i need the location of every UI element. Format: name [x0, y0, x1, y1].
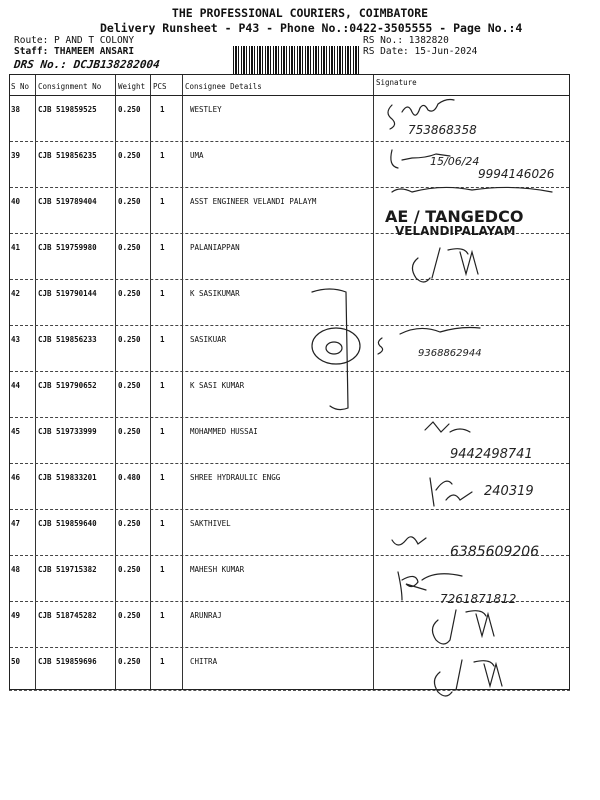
cell-consignee: MOHAMMED HUSSAI	[190, 427, 258, 436]
cell-weight: 0.250	[118, 335, 141, 344]
cell-sno: 49	[11, 611, 21, 620]
cell-consignment: CJB 519859640	[38, 519, 97, 528]
cell-consignment: CJB 519859696	[38, 657, 97, 666]
table-row	[10, 647, 569, 693]
rs-date: RS Date: 15-Jun-2024	[363, 46, 478, 57]
table-row	[10, 141, 569, 187]
cell-weight: 0.250	[118, 611, 141, 620]
note-48: 7261871812	[440, 592, 517, 606]
cell-weight: 0.250	[118, 197, 141, 206]
cell-consignee: ARUNRAJ	[190, 611, 222, 620]
cell-consignee: SASIKUAR	[190, 335, 227, 344]
cell-weight: 0.250	[118, 519, 141, 528]
cell-pcs: 1	[160, 197, 165, 206]
note-45: 9442498741	[450, 447, 533, 462]
note-38: 753868358	[408, 123, 477, 137]
rs-number: RS No.: 1382820	[363, 35, 449, 46]
note-46: 240319	[484, 484, 534, 499]
barcode	[233, 46, 359, 74]
cell-weight: 0.250	[118, 289, 141, 298]
cell-pcs: 1	[160, 243, 165, 252]
cell-consignee: ASST ENGINEER VELANDI PALAYM	[190, 197, 317, 206]
cell-consignment: CJB 519759980	[38, 243, 97, 252]
cell-sno: 38	[11, 105, 21, 114]
cell-pcs: 1	[160, 381, 165, 390]
cell-sno: 39	[11, 151, 21, 160]
cell-pcs: 1	[160, 519, 165, 528]
cell-consignee: K SASIKUMAR	[190, 289, 240, 298]
cell-sno: 47	[11, 519, 21, 528]
cell-consignment: CJB 519856235	[38, 151, 97, 160]
table-row	[10, 325, 569, 371]
cell-sno: 43	[11, 335, 21, 344]
table-row	[10, 233, 569, 279]
cell-sno: 45	[11, 427, 21, 436]
drs-number: DRS No.: DCJB138282004	[13, 58, 161, 71]
cell-consignee: SHREE HYDRAULIC ENGG	[190, 473, 281, 482]
cell-weight: 0.250	[118, 427, 141, 436]
header-sno: S No	[11, 82, 30, 91]
runsheet-table	[9, 74, 570, 690]
cell-consignee: UMA	[190, 151, 204, 160]
cell-consignee: SAKTHIVEL	[190, 519, 231, 528]
cell-pcs: 1	[160, 473, 165, 482]
cell-pcs: 1	[160, 151, 165, 160]
cell-pcs: 1	[160, 427, 165, 436]
cell-pcs: 1	[160, 335, 165, 344]
route-label: Route: P AND T COLONY	[14, 35, 135, 46]
cell-consignment: CJB 519859525	[38, 105, 97, 114]
cell-consignment: CJB 519856233	[38, 335, 97, 344]
cell-pcs: 1	[160, 611, 165, 620]
note-39-date: 15/06/24	[430, 155, 480, 168]
cell-consignment: CJB 519789404	[38, 197, 97, 206]
note-43: 9368862944	[418, 348, 482, 359]
cell-consignment: CJB 518745282	[38, 611, 97, 620]
table-row	[10, 371, 569, 417]
header-weight: Weight	[118, 82, 146, 91]
cell-consignee: CHITRA	[190, 657, 218, 666]
staff-label: Staff: THAMEEM ANSARI	[14, 46, 135, 57]
cell-sno: 50	[11, 657, 21, 666]
cell-consignment: CJB 519733999	[38, 427, 97, 436]
cell-weight: 0.250	[118, 105, 141, 114]
table-row	[10, 555, 569, 601]
header-signature: Signature	[376, 78, 417, 87]
cell-consignee: WESTLEY	[190, 105, 222, 114]
cell-pcs: 1	[160, 565, 165, 574]
cell-weight: 0.480	[118, 473, 141, 482]
header-pcs: PCS	[153, 82, 167, 91]
cell-weight: 0.250	[118, 151, 141, 160]
table-row	[10, 95, 569, 141]
bottom-divider	[9, 690, 570, 691]
cell-consignment: CJB 519715382	[38, 565, 97, 574]
cell-consignment: CJB 519833201	[38, 473, 97, 482]
cell-sno: 46	[11, 473, 21, 482]
stamp-line-1: AE / TANGEDCO	[385, 207, 524, 226]
table-header	[10, 75, 569, 96]
header-consignee: Consignee Details	[185, 82, 262, 91]
table-row	[10, 509, 569, 555]
cell-weight: 0.250	[118, 381, 141, 390]
cell-consignment: CJB 519790144	[38, 289, 97, 298]
runsheet-title: Delivery Runsheet - P43 - Phone No.:0422-3505555 - Page No.:4	[100, 21, 523, 35]
header-consignment: Consignment No	[38, 82, 102, 91]
cell-sno: 42	[11, 289, 21, 298]
table-row	[10, 601, 569, 647]
cell-consignee: PALANIAPPAN	[190, 243, 240, 252]
table-row	[10, 279, 569, 325]
stamp-line-2: VELANDIPALAYAM	[395, 224, 516, 238]
cell-sno: 44	[11, 381, 21, 390]
cell-sno: 48	[11, 565, 21, 574]
cell-weight: 0.250	[118, 657, 141, 666]
table-row	[10, 417, 569, 463]
cell-consignment: CJB 519790652	[38, 381, 97, 390]
cell-sno: 40	[11, 197, 21, 206]
cell-pcs: 1	[160, 289, 165, 298]
cell-pcs: 1	[160, 105, 165, 114]
note-47: 6385609206	[450, 544, 540, 560]
company-title: THE PROFESSIONAL COURIERS, COIMBATORE	[171, 6, 429, 20]
cell-consignee: K SASI KUMAR	[190, 381, 245, 390]
table-row	[10, 463, 569, 509]
cell-pcs: 1	[160, 657, 165, 666]
cell-weight: 0.250	[118, 565, 141, 574]
note-39-phone: 9994146026	[478, 167, 555, 181]
cell-consignee: MAHESH KUMAR	[190, 565, 245, 574]
cell-sno: 41	[11, 243, 21, 252]
cell-weight: 0.250	[118, 243, 141, 252]
